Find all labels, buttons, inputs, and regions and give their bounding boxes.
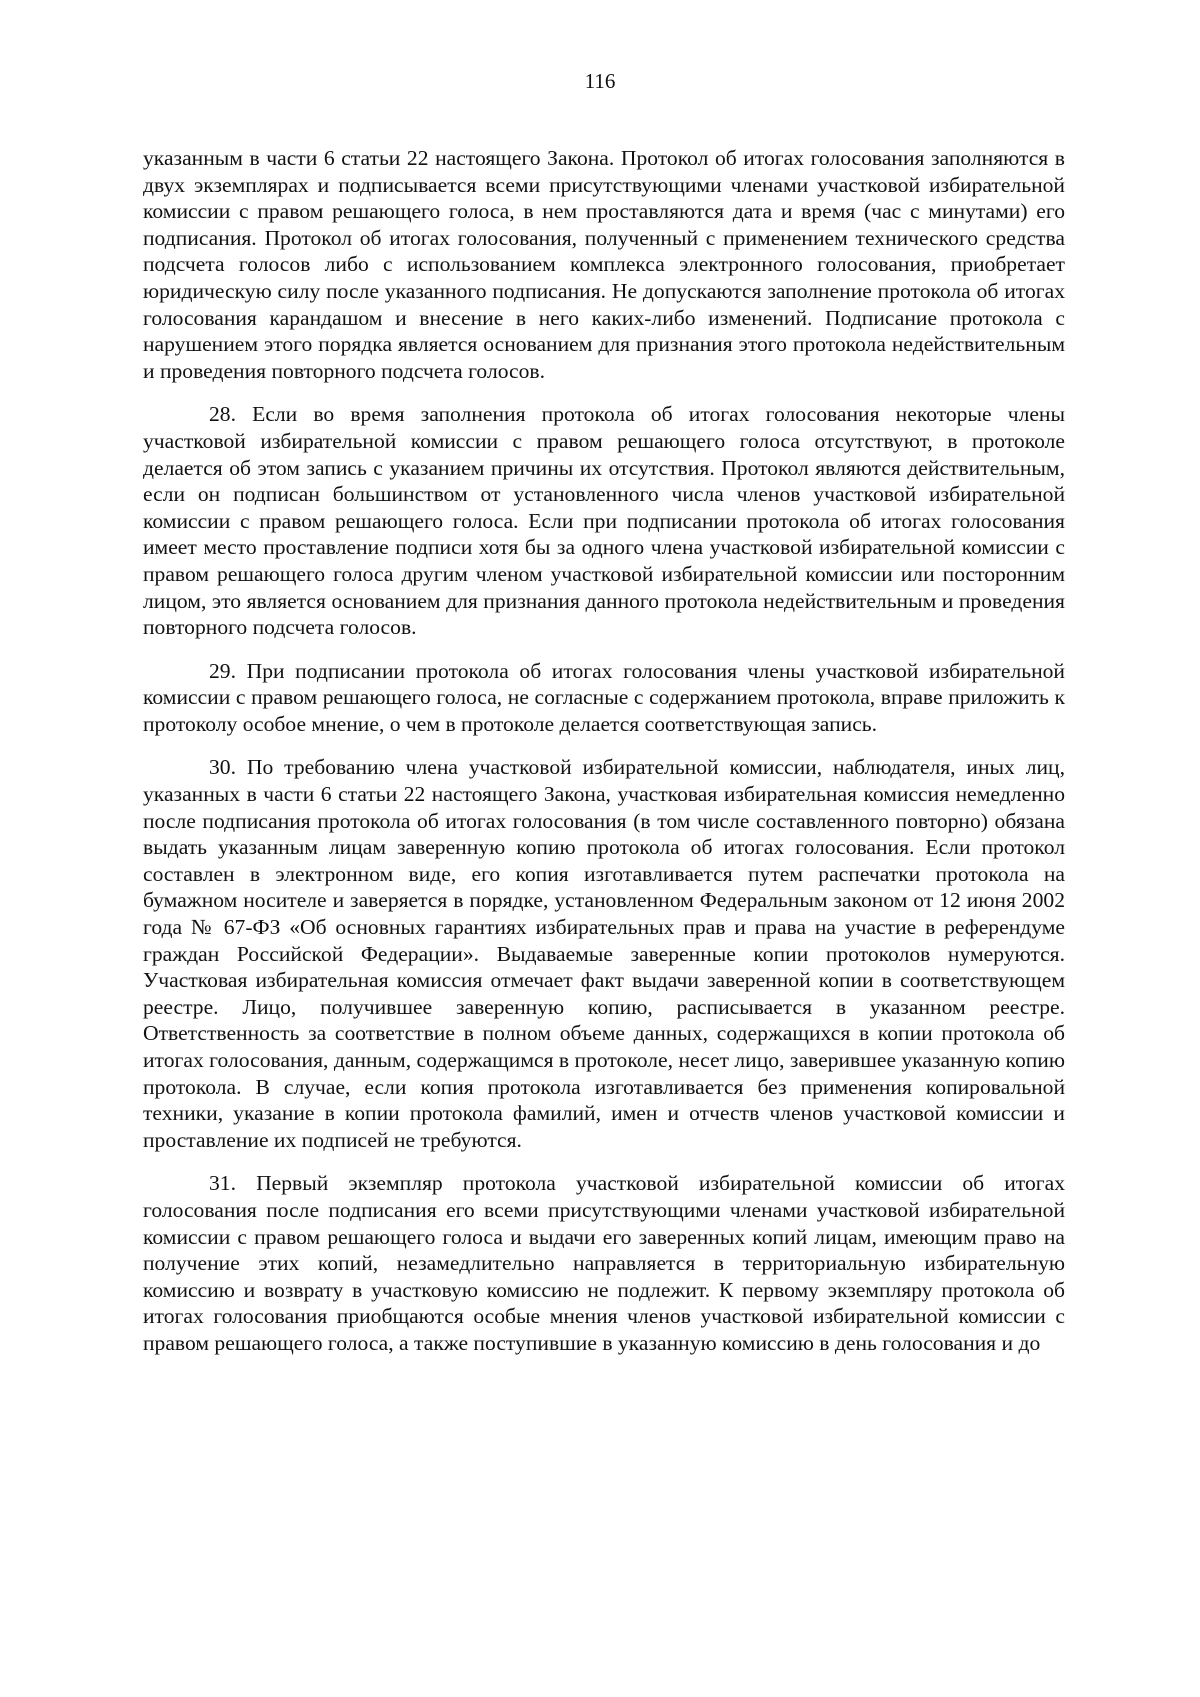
paragraph-continuation: указанным в части 6 статьи 22 настоящего Закона. Протокол об итогах голосования заполняются в двух экземплярах и подписывается всеми присутствующими членами участковой избирательной комиссии с правом решающего голоса, в нем проставляются дата и время (час с минутами) его подписания. Протокол об итогах голосования, полученный с применением технического средства подсчета голосов либо с использованием комплекса электронного голосования, приобретает юридическую силу после указанного подписания. Не допускаются заполнение протокола об итогах голосования карандашом и внесение в него каких-либо изменений. Подписание протокола с нарушением этого порядка является основанием для признания этого протокола недействительным и проведения повторного подсчета голосов. [143, 146, 1065, 383]
document-body [143, 145, 1065, 1374]
paragraph-28: 28. Если во время заполнения протокола об итогах голосования некоторые члены участковой избирательной комиссии с правом решающего голоса отсутствуют, в протоколе делается об этом запись с указанием причины их отсутствия. Протокол являются действительным, если он подписан большинством от установленного числа членов участковой избирательной комиссии с правом решающего голоса. Если при подписании протокола об итогах голосования имеет место проставление подписи хотя бы за одного члена участковой избирательной комиссии с правом решающего голоса другим членом участковой избирательной комиссии или посторонним лицом, это является основанием для признания данного протокола недействительным и проведения повторного подсчета голосов. [143, 402, 1065, 640]
paragraph-30: 30. По требованию члена участковой избирательной комиссии, наблюдателя, иных лиц, указанных в части 6 статьи 22 настоящего Закона, участковая избирательная комиссия немедленно после подписания протокола об итогах голосования (в том числе составленного повторно) обязана выдать указанным лицам заверенную копию протокола об итогах голосования. Если протокол составлен в электронном виде, его копия изготавливается путем распечатки протокола на бумажном носителе и заверяется в порядке, установленном Федеральным законом от 12 июня 2002 года № 67-ФЗ «Об основных гарантиях избирательных прав и права на участие в референдуме граждан Российской Федерации». Выдаваемые заверенные копии протоколов нумеруются. Участковая избирательная комиссия отмечает факт выдачи заверенной копии в соответствующем реестре. Лицо, получившее заверенную копию, расписывается в указанном реестре. Ответственность за соответствие в полном объеме данных, содержащихся в копии протокола об итогах голосования, данным, содержащимся в протоколе, несет лицо, заверившее указанную копию протокола. В случае, если копия протокола изготавливается без применения копировальной техники, указание в копии протокола фамилий, имен и отчеств членов участковой комиссии и проставление их подписей не требуются. [143, 755, 1065, 1152]
paragraph-29: 29. При подписании протокола об итогах голосования члены участковой избирательной комиссии с правом решающего голоса, не согласные с содержанием протокола, вправе приложить к протоколу особое мнение, о чем в протоколе делается соответствующая запись. [143, 658, 1065, 736]
paragraph-31: 31. Первый экземпляр протокола участковой избирательной комиссии об итогах голосования после подписания его всеми присутствующими членами участковой избирательной комиссии с правом решающего голоса и выдачи его заверенных копий лицам, имеющим право на получение этих копий, незамедлительно направляется в территориальную избирательную комиссию и возврату в участковую комиссию не подлежит. К первому экземпляру протокола об итогах голосования приобщаются особые мнения членов участковой избирательной комиссии с правом решающего голоса, а также поступившие в указанную комиссию в день голосования и до [143, 1171, 1065, 1355]
page-number: 116 [584, 69, 616, 93]
